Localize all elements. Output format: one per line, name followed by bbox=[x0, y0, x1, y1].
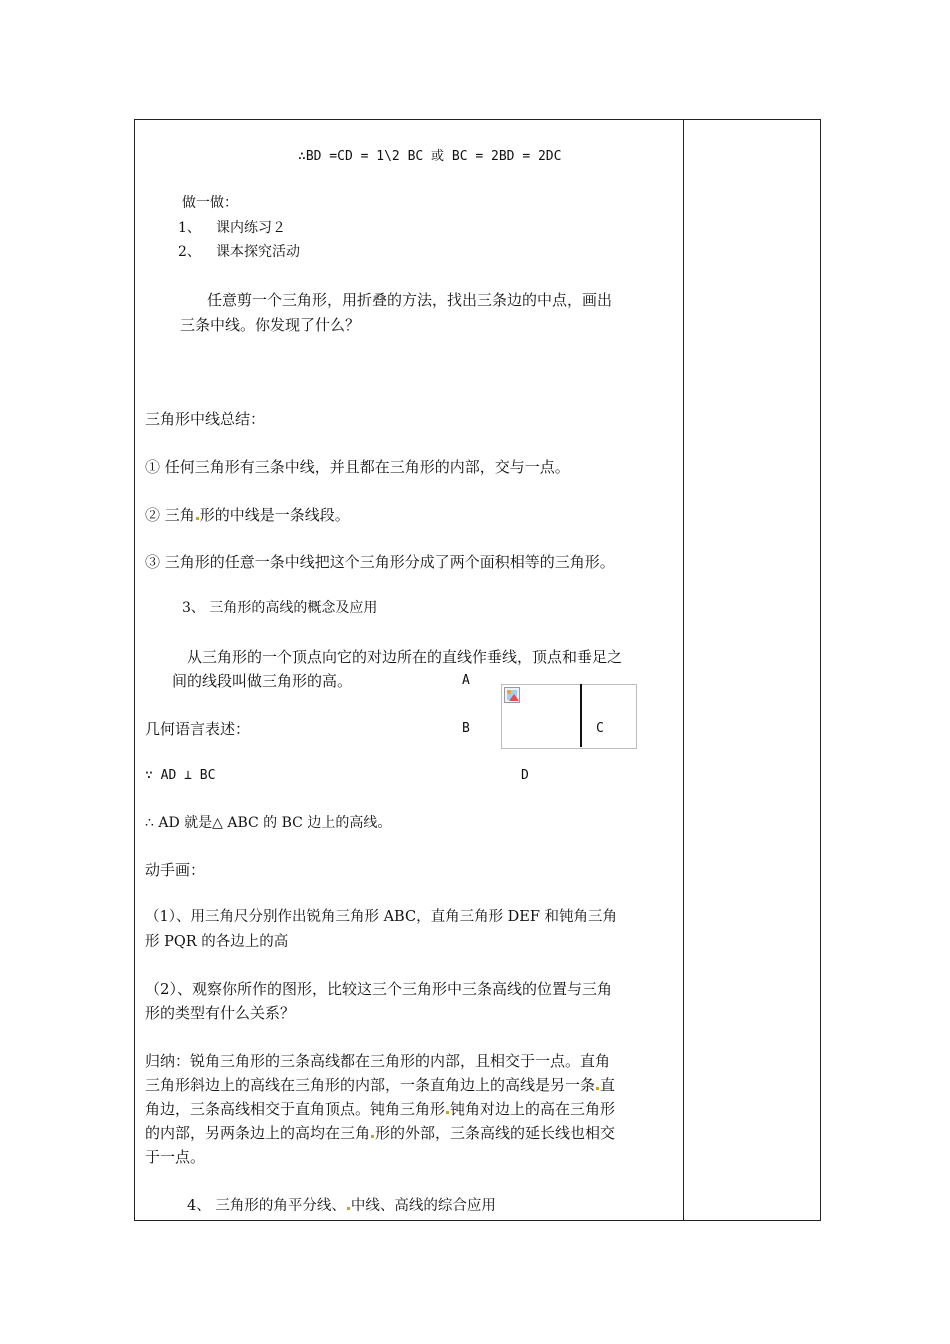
task-1-line-1: （1）、用三角尺分别作出锐角三角形 ABC，直角三角形 DEF 和钝角三角 bbox=[145, 909, 618, 925]
figure-image-frame bbox=[501, 684, 637, 749]
altitude-line bbox=[580, 684, 582, 747]
list-item-number-2: 2、 bbox=[178, 244, 201, 260]
do-it-heading: 做一做： bbox=[182, 195, 238, 211]
summary-point-2-start: ② 三角 bbox=[145, 506, 195, 524]
section-4-heading-start: 4、 三角形的角平分线、 bbox=[187, 1198, 346, 1214]
conclusion-line-1: 归纳：锐角三角形的三条高线都在三角形的内部，且相交于一点。直角 bbox=[145, 1052, 611, 1070]
task-1-line-2: 形 PQR 的各边上的高 bbox=[145, 934, 289, 950]
summary-heading: 三角形中线总结： bbox=[145, 410, 266, 428]
therefore-statement: ∴ AD 就是△ ABC 的 BC 边上的高线。 bbox=[145, 815, 392, 831]
median-formula: ∴BD =CD = 1\2 BC 或 BC = 2BD = 2DC bbox=[298, 149, 562, 164]
column-divider bbox=[683, 119, 684, 1221]
edit-mark bbox=[196, 517, 199, 520]
edit-mark bbox=[446, 1111, 449, 1114]
geometric-language-label: 几何语言表述： bbox=[145, 720, 251, 738]
section-4-heading bbox=[187, 1197, 496, 1215]
list-item-number-1: 1、 bbox=[178, 220, 201, 236]
conclusion-line-4-end: 形的外部，三条高线的延长线也相交 bbox=[375, 1124, 616, 1142]
section-4-heading-end: 中线、高线的综合应用 bbox=[350, 1198, 496, 1214]
conclusion-line-2-start: 三角形斜边上的高线在三角形的内部，一条直角边上的高线是另一条 bbox=[145, 1076, 596, 1094]
conclusion-line-5: 于一点。 bbox=[145, 1148, 206, 1166]
conclusion-line-3-end: 钝角对边上的高在三角形 bbox=[450, 1100, 616, 1118]
summary-point-1: ① 任何三角形有三条中线，并且都在三角形的内部，交与一点。 bbox=[145, 458, 570, 476]
summary-point-3: ③ 三角形的任意一条中线把这个三角形分成了两个面积相等的三角形。 bbox=[145, 553, 615, 571]
activity-text-line-1: 任意剪一个三角形，用折叠的方法，找出三条边的中点，画出 bbox=[207, 291, 613, 309]
conclusion-line-4 bbox=[145, 1124, 615, 1142]
altitude-definition-line-1: 从三角形的一个顶点向它的对边所在的直线作垂线，顶点和垂足之 bbox=[187, 648, 623, 666]
conclusion-line-4-start: 的内部，另两条边上的高均在三角 bbox=[145, 1124, 371, 1142]
summary-point-2-end: 形的中线是一条线段。 bbox=[199, 506, 350, 524]
conclusion-line-2 bbox=[145, 1076, 615, 1094]
figure-label-c: C bbox=[596, 721, 604, 736]
activity-text-line-2: 三条中线。你发现了什么？ bbox=[180, 316, 361, 334]
edit-mark bbox=[371, 1135, 374, 1138]
broken-image-icon bbox=[504, 687, 520, 703]
draw-heading: 动手画： bbox=[145, 861, 206, 879]
because-statement: ∵ AD ⊥ BC bbox=[145, 768, 216, 783]
edit-mark bbox=[347, 1207, 350, 1210]
edit-mark bbox=[596, 1087, 599, 1090]
figure-label-a: A bbox=[462, 673, 470, 688]
task-2-line-2: 形的类型有什么关系？ bbox=[145, 1004, 296, 1022]
list-item-text-1: 课内练习２ bbox=[216, 220, 286, 236]
section-3-heading: 3、 三角形的高线的概念及应用 bbox=[182, 600, 378, 616]
task-2-line-1: （2）、观察你所作的图形，比较这三个三角形中三条高线的位置与三角 bbox=[145, 980, 613, 998]
summary-point-2 bbox=[145, 506, 350, 524]
conclusion-line-3-start: 角边，三条高线相交于直角顶点。钝角三角形 bbox=[145, 1100, 446, 1118]
figure-label-b: B bbox=[462, 721, 470, 736]
altitude-definition-line-2: 间的线段叫做三角形的高。 bbox=[172, 672, 353, 690]
conclusion-line-2-end: 直 bbox=[600, 1076, 616, 1094]
list-item-text-2: 课本探究活动 bbox=[216, 244, 300, 260]
figure-label-d: D bbox=[521, 768, 529, 783]
conclusion-line-3 bbox=[145, 1100, 615, 1118]
